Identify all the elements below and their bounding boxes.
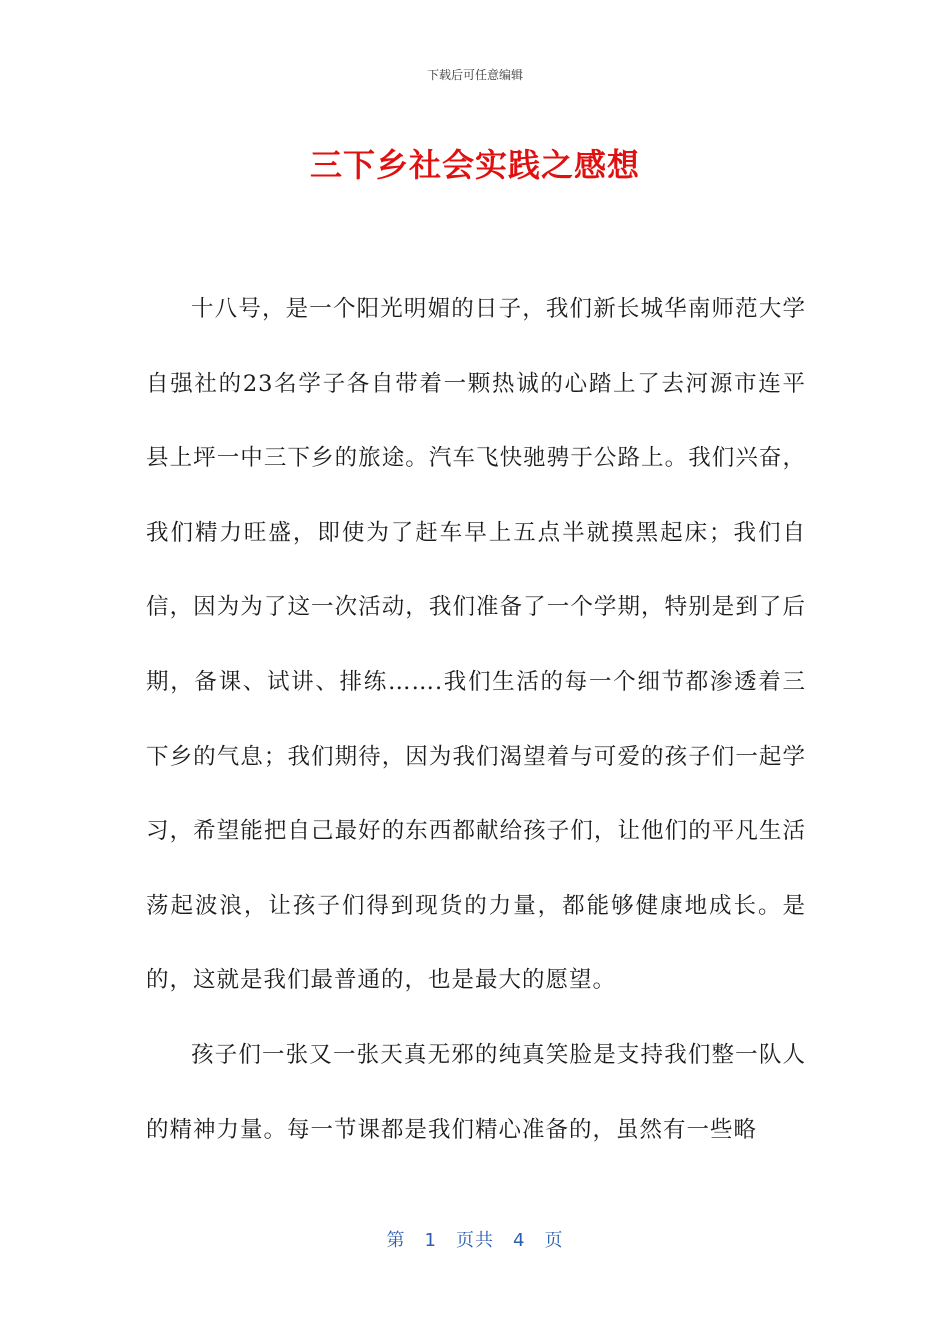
document-body [146, 272, 806, 1167]
page-header-note: 下载后可任意编辑 [426, 68, 523, 82]
paragraph: 孩子们一张又一张天真无邪的纯真笑脸是支持我们整一队人的精神力量。每一节课都是我们精心准备的，虽然有一些略 [146, 1041, 806, 1143]
document-title: 三下乡社会实践之感想 [309, 146, 640, 184]
page-number-footer: 第 1 页共 4 页 [386, 1230, 564, 1251]
paragraph: 十八号，是一个阳光明媚的日子，我们新长城华南师范大学自强社的23名学子各自带着一颗热诚的心踏上了去河源市连平县上坪一中三下乡的旅途。汽车飞快驰骋于公路上。我们兴奋，我们精力旺盛，即使为了赶车早上五点半就摸黑起床；我们自信，因为为了这一次活动，我们准备了一个学期，特别是到了后期，备课、试讲、排练…….我们生活的每一个细节都渗透着三下乡的气息；我们期待，因为我们渴望着与可爱的孩子们一起学习，希望能把自己最好的东西都献给孩子们，让他们的平凡生活荡起波浪，让孩子们得到现货的力量，都能够健康地成长。是的，这就是我们最普通的，也是最大的愿望。 [146, 296, 806, 994]
